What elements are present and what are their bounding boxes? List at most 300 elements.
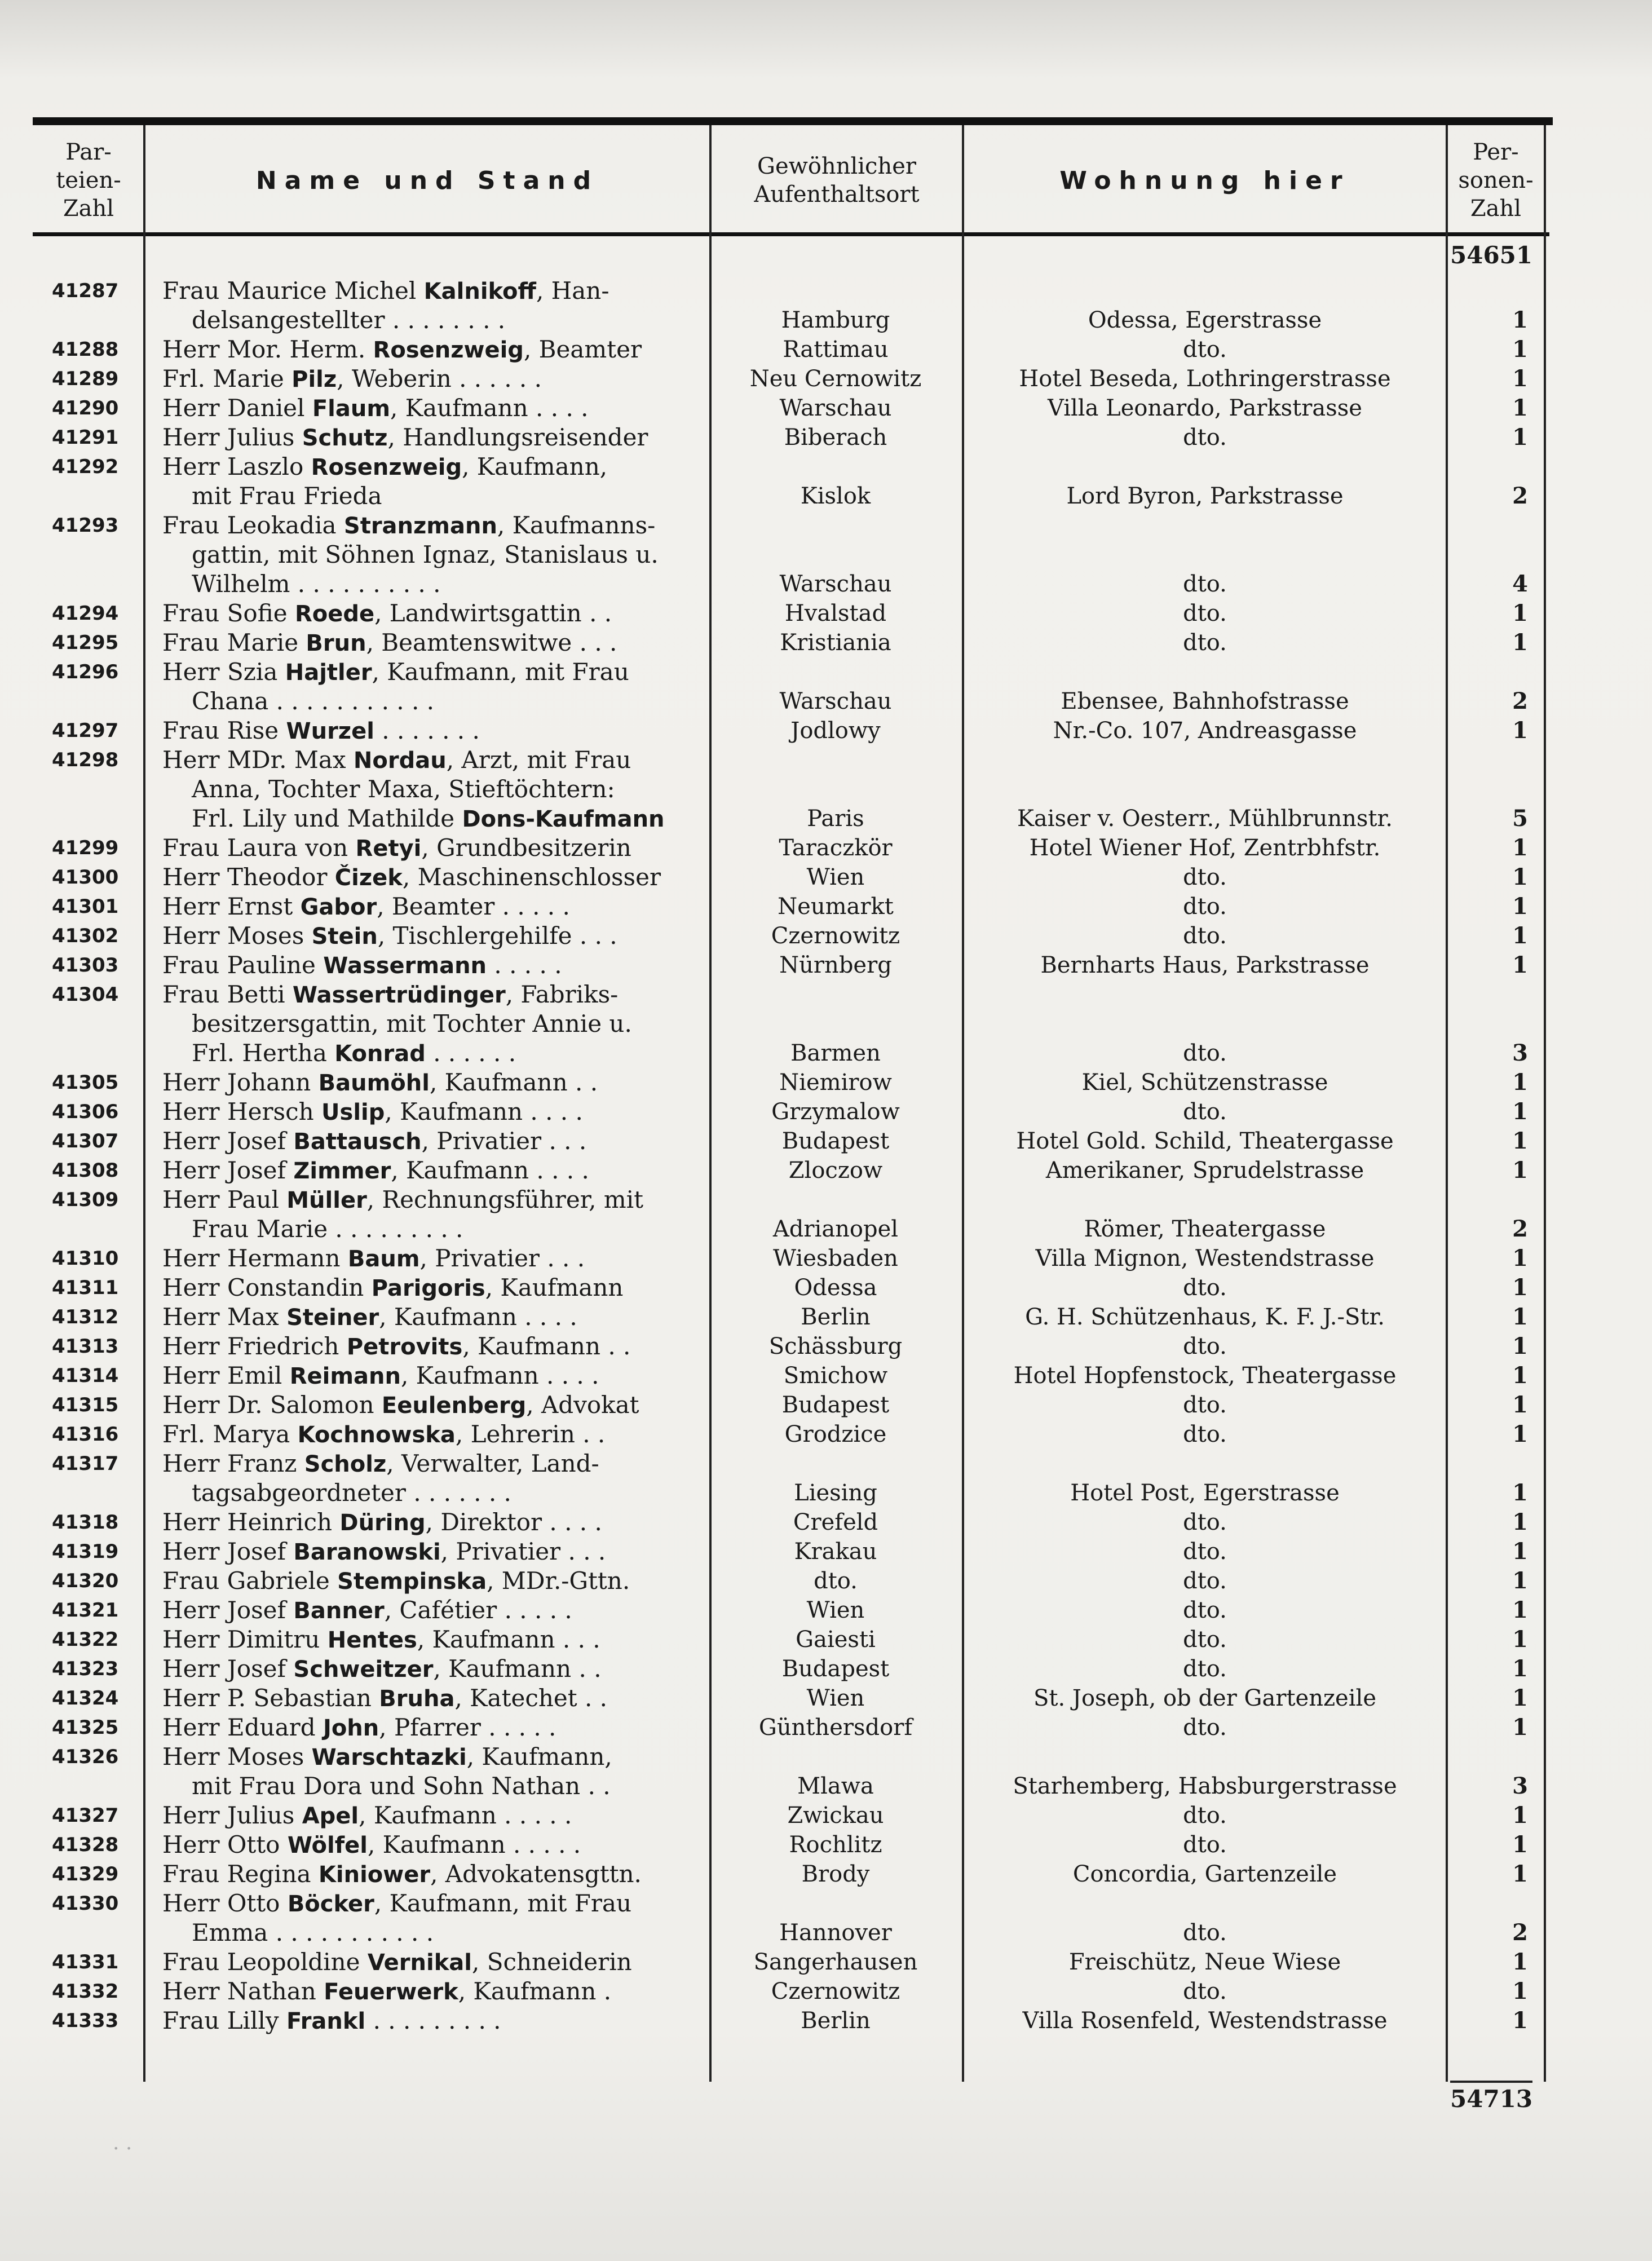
surname: Vernikal [367,1950,472,1976]
header-text: sonen- [1458,167,1534,193]
name-text: , Kaufmann . . . . [391,1156,589,1184]
name-text: Herr Johann [162,1068,319,1096]
person-count: 1 [1512,1685,1528,1711]
usual-residence: Berlin [801,2008,871,2034]
name-line [162,1977,704,2007]
name-line [162,1302,704,1332]
party-number: 41314 [52,1364,119,1387]
usual-residence: Gaiesti [796,1627,876,1653]
surname: Flaum [312,396,391,422]
name-text: delsangestellter . . . . . . . . [192,306,506,334]
name-line [162,1097,704,1127]
table-row [0,1068,1652,1097]
name-text: Herr Julius [162,1801,302,1829]
table-row [0,951,1652,980]
lodging-here: dto. [1183,1040,1227,1066]
name-text: Herr Constandin [162,1274,372,1301]
surname: Müller [286,1187,367,1213]
name-line [162,1449,704,1479]
lodging-here: Amerikaner, Sprudelstrasse [1045,1158,1364,1184]
name-text: Herr Laszlo [162,453,311,480]
name-text: Herr Emil [162,1362,290,1389]
name-line [192,1009,733,1039]
table-row [0,1742,1652,1801]
surname: Kochnowska [297,1422,456,1448]
table-row [0,394,1652,423]
name-text: , Landwirtsgattin . . [374,599,612,627]
carry-in-total: 54651 [1450,241,1533,269]
name-text: Frl. Marya [162,1420,298,1448]
usual-residence: Czernowitz [771,1979,900,2004]
name-text: , Beamter . . . . . [377,893,570,920]
name-line [162,1390,704,1420]
usual-residence: Budapest [781,1128,890,1154]
surname: Apel [302,1803,359,1829]
name-text: Wilhelm . . . . . . . . . . [192,570,441,598]
usual-residence: Paris [807,806,864,832]
name-text: , Privatier . . . [440,1538,606,1565]
surname: Kiniower [318,1862,431,1888]
page-smudge: . . [113,2131,132,2154]
name-line [192,1772,733,1801]
name-line [192,804,733,834]
party-number: 41306 [52,1101,119,1123]
name-text: , Kaufmann . . . . [379,1303,577,1331]
lodging-here: dto. [1183,1392,1227,1418]
usual-residence: Warschau [779,395,892,421]
table-row [0,1654,1652,1684]
name-line [162,1566,704,1596]
table-row [0,1449,1652,1508]
surname: Schutz [302,425,388,451]
party-number: 41329 [52,1863,119,1885]
person-count: 1 [1512,1655,1528,1682]
table-row [0,1508,1652,1537]
party-number: 41326 [52,1746,119,1768]
table-row [0,1156,1652,1185]
person-count: 1 [1512,365,1528,392]
lodging-here: dto. [1183,1627,1227,1653]
party-number: 41319 [52,1540,119,1563]
lodging-here: Villa Rosenfeld, Westendstrasse [1022,2008,1388,2034]
name-text: Frau Lilly [162,2007,286,2034]
name-line [192,687,733,716]
party-number: 41317 [52,1452,119,1475]
name-text: , Kaufmann . . [462,1332,631,1360]
surname: Baum [347,1246,420,1272]
name-line [162,716,704,746]
person-count: 3 [1512,1773,1528,1799]
name-text: Frau Betti [162,981,293,1008]
table-row [0,1596,1652,1625]
lodging-here: Kiel, Schützenstrasse [1081,1070,1328,1096]
lodging-here: Lord Byron, Parkstrasse [1066,483,1344,509]
name-line [192,306,733,335]
name-line [162,1156,704,1186]
party-number: 41289 [52,368,119,390]
name-text: Herr Otto [162,1831,288,1858]
name-text: Herr Eduard [162,1714,323,1741]
lodging-here: dto. [1183,1421,1227,1447]
name-line [162,1127,704,1156]
name-line [162,1361,704,1391]
usual-residence: Schässburg [768,1333,903,1359]
usual-residence: Brody [801,1861,870,1887]
person-count: 2 [1512,1216,1528,1242]
name-line [192,1918,733,1948]
surname: Warschtazki [311,1745,467,1770]
usual-residence: Hamburg [781,307,890,333]
party-number: 41316 [52,1423,119,1446]
lodging-here: Hotel Post, Egerstrasse [1070,1480,1340,1506]
header-text: Per- [1473,139,1519,165]
lodging-here: dto. [1183,425,1227,451]
name-text: , Pfarrer . . . . . [379,1714,556,1741]
table-row [0,1977,1652,2006]
name-text: , Kaufmann . [458,1977,612,2005]
usual-residence: Sangerhausen [753,1949,918,1975]
name-text: , Advokat [526,1391,639,1419]
name-text: Frau Leokadia [162,511,344,539]
surname: Rosenzweig [311,454,462,480]
person-count: 1 [1512,1069,1528,1096]
name-text: Herr Mor. Herm. [162,335,373,363]
usual-residence: Wien [806,1597,865,1623]
lodging-here: dto. [1183,1539,1227,1565]
surname: Baranowski [293,1539,441,1565]
lodging-here: St. Joseph, ob der Gartenzeile [1033,1685,1376,1711]
party-number: 41296 [52,661,119,683]
name-text: Herr Otto [162,1889,288,1917]
usual-residence: Budapest [781,1392,890,1418]
surname: Petrovits [346,1334,463,1360]
party-number: 41304 [52,983,119,1006]
lodging-here: dto. [1183,600,1227,626]
name-text: mit Frau Frieda [192,482,382,510]
person-count: 1 [1512,1567,1528,1594]
name-text: . . . . . . . [374,717,480,744]
name-line [162,1332,704,1362]
surname: Zimmer [293,1158,391,1184]
person-count: 1 [1512,307,1528,333]
usual-residence: Czernowitz [771,923,900,949]
name-text: Frau Rise [162,717,286,744]
name-line [192,1039,733,1068]
person-count: 1 [1512,1304,1528,1330]
name-text: Herr Max [162,1303,287,1331]
name-text: Frau Gabriele [162,1567,338,1595]
lodging-here: Ebensee, Bahnhofstrasse [1061,688,1349,714]
usual-residence: Neu Cernowitz [749,366,922,392]
name-line [162,1596,704,1626]
lodging-here: dto. [1183,1509,1227,1535]
person-count: 1 [1512,1626,1528,1653]
table-row [0,1244,1652,1273]
header-text: Par- [65,139,112,165]
person-count: 1 [1512,600,1528,626]
name-text: , Fabriks- [505,981,619,1008]
name-line [162,452,704,482]
table-row [0,745,1652,833]
person-count: 1 [1512,1421,1528,1447]
lodging-here: Starhemberg, Habsburgerstrasse [1013,1773,1397,1799]
party-number: 41311 [52,1277,119,1299]
name-line [162,1420,704,1450]
header-text: Gewöhnlicher [757,153,916,179]
lodging-here: Freischütz, Neue Wiese [1068,1949,1341,1975]
name-text: Herr Szia [162,658,285,686]
name-text: , Privatier . . . [421,1127,587,1155]
name-text: Herr MDr. Max [162,746,354,774]
table-row [0,2006,1652,2035]
table-row [0,1420,1652,1449]
lodging-here: Bernharts Haus, Parkstrasse [1040,952,1370,978]
name-line [162,745,704,775]
surname: Pilz [291,366,337,392]
name-line [192,1215,733,1244]
table-row [0,1361,1652,1390]
name-text: , Lehrerin . . [455,1420,606,1448]
person-count: 1 [1512,629,1528,656]
usual-residence: Berlin [801,1304,871,1330]
lodging-here: dto. [1183,864,1227,890]
name-text: , Beamtenswitwe . . . [366,629,617,656]
header-text: Aufenthaltsort [754,182,920,207]
surname: Uslip [321,1099,385,1125]
surname: Eeulenberg [381,1393,527,1419]
name-line [162,628,704,658]
name-line [162,1830,704,1860]
person-count: 1 [1512,1098,1528,1125]
surname: Hentes [327,1627,417,1653]
party-number: 41290 [52,397,119,419]
usual-residence: Nürnberg [779,952,892,978]
name-line [192,482,733,511]
surname: Steiner [286,1305,379,1331]
table-row [0,1889,1652,1948]
name-line [162,863,704,893]
surname: Čizek [334,865,403,891]
lodging-here: dto. [1183,1803,1227,1829]
name-text: , Kaufmann . . . . [385,1098,583,1125]
person-count: 1 [1512,1480,1528,1506]
name-line [162,599,704,629]
table-row [0,599,1652,628]
name-text: Herr P. Sebastian [162,1684,379,1712]
name-line [162,1537,704,1567]
person-count: 1 [1512,424,1528,451]
party-number: 41322 [52,1628,119,1651]
party-number: 41299 [52,837,119,859]
name-text: Herr Moses [162,1743,312,1770]
party-number: 41307 [52,1130,119,1152]
header-text: Name und Stand [255,166,599,195]
usual-residence: Niemirow [779,1070,892,1096]
lodging-here: Römer, Theatergasse [1084,1216,1326,1242]
name-text: Herr Josef [162,1596,294,1624]
name-text: , Direktor . . . . [425,1508,602,1536]
surname: Wassermann [323,953,487,979]
name-line [162,1244,704,1274]
name-line [162,1801,704,1831]
name-text: , Han- [536,277,609,304]
table-row [0,1684,1652,1713]
usual-residence: Grodzice [784,1421,887,1447]
party-number: 41303 [52,954,119,977]
surname: Parigoris [371,1275,485,1301]
name-text: Frau Regina [162,1860,319,1888]
party-number: 41313 [52,1335,119,1358]
party-number: 41295 [52,632,119,654]
party-number: 41308 [52,1159,119,1182]
party-number: 41331 [52,1951,119,1973]
person-count: 1 [1512,717,1528,744]
name-line [162,1654,704,1684]
name-text: Herr Franz [162,1450,304,1477]
name-text: Herr Ernst [162,893,301,920]
name-text: , Cafétier . . . . . [384,1596,572,1624]
party-number: 41292 [52,456,119,478]
lodging-here: Concordia, Gartenzeile [1072,1861,1337,1887]
person-count: 1 [1512,864,1528,890]
table-row [0,1185,1652,1244]
lodging-here: dto. [1183,894,1227,920]
name-text: , Kaufmann . . . . [390,394,589,422]
usual-residence: Zwickau [787,1803,884,1829]
table-row [0,1713,1652,1742]
name-line [162,657,704,687]
name-text: , Kaufmann, mit Frau [374,1889,632,1917]
name-line [162,892,704,922]
top-rule [33,117,1553,125]
usual-residence: Jodlowy [790,718,881,744]
name-text: Herr Josef [162,1655,294,1682]
header-usual-residence [712,130,962,231]
table-row [0,423,1652,452]
person-count: 1 [1512,1597,1528,1623]
person-count: 4 [1512,571,1528,597]
name-text: Herr Friedrich [162,1332,347,1360]
name-line [162,1713,704,1743]
surname: Rosenzweig [373,337,524,363]
party-number: 41297 [52,719,119,742]
party-number: 41310 [52,1247,119,1270]
name-line [162,921,704,951]
table-row [0,892,1652,921]
name-text: Frau Marie . . . . . . . . . [192,1215,463,1243]
header-text: Zahl [1470,196,1522,222]
name-line [192,1478,733,1508]
usual-residence: Smichow [783,1363,888,1389]
name-line [162,1273,704,1303]
table-row [0,1332,1652,1361]
table-row [0,276,1652,335]
party-number: 41294 [52,602,119,625]
table-row [0,364,1652,394]
name-text: , MDr.-Gttn. [487,1567,630,1595]
name-text: , Schneiderin [472,1948,632,1976]
name-text: Frl. Hertha [192,1039,335,1067]
surname: Wassertrüdinger [292,982,506,1008]
name-text: , Kaufmann, mit Frau [372,658,629,686]
surname: Battausch [293,1129,422,1155]
name-text: Frau Leopoldine [162,1948,368,1976]
name-text: , Kaufmann . . [429,1068,598,1096]
name-text: , Verwalter, Land- [386,1450,599,1477]
lodging-here: G. H. Schützenhaus, K. F. J.-Str. [1025,1304,1385,1330]
table-row [0,716,1652,745]
table-row [0,1625,1652,1654]
lodging-here: dto. [1183,923,1227,949]
table-row [0,1273,1652,1302]
lodging-here: Kaiser v. Oesterr., Mühlbrunnstr. [1017,806,1393,832]
person-count: 1 [1512,1831,1528,1858]
name-line [162,1948,704,1977]
table-row [0,511,1652,599]
person-count: 1 [1512,922,1528,949]
name-text: , Advokatensgttn. [430,1860,642,1888]
name-line [162,335,704,365]
surname: Böcker [287,1891,374,1917]
table-row [0,1830,1652,1860]
person-count: 1 [1512,1333,1528,1359]
surname: Düring [339,1510,426,1536]
lodging-here: dto. [1183,1832,1227,1858]
name-text: , Kaufmann . . . [417,1626,600,1653]
usual-residence: Biberach [784,425,887,451]
party-number: 41328 [52,1834,119,1856]
usual-residence: Warschau [779,688,892,714]
usual-residence: Krakau [794,1539,877,1565]
name-text: Herr Heinrich [162,1508,340,1536]
name-line [162,394,704,423]
person-count: 3 [1512,1040,1528,1066]
name-line [162,1068,704,1098]
name-text: , Weberin . . . . . . [337,365,542,392]
person-count: 1 [1512,893,1528,920]
usual-residence: Adrianopel [772,1216,899,1242]
person-count: 1 [1512,1362,1528,1389]
table-row [0,628,1652,657]
name-line [162,423,704,453]
table-row [0,657,1652,716]
table-row [0,980,1652,1068]
surname: Wölfel [287,1832,368,1858]
person-count: 1 [1512,395,1528,421]
surname: Roede [294,601,375,627]
name-text: Herr Hersch [162,1098,322,1125]
party-number: 41302 [52,925,119,947]
lodging-here: dto. [1183,571,1227,597]
surname: Konrad [334,1041,426,1067]
name-line [192,540,733,569]
usual-residence: Liesing [794,1480,877,1506]
name-text: . . . . . . . . . [365,2007,501,2034]
table-row [0,335,1652,364]
name-text: Herr Moses [162,922,312,950]
person-count: 1 [1512,2007,1528,2034]
carry-out-total: 54713 [1450,2081,1532,2113]
name-text: Herr Theodor [162,863,335,891]
table-row [0,1127,1652,1156]
lodging-here: Villa Leonardo, Parkstrasse [1048,395,1362,421]
lodging-here: Hotel Gold. Schild, Theatergasse [1016,1128,1394,1154]
party-number: 41291 [52,426,119,449]
name-text: , Kaufmann . . . . . [367,1831,581,1858]
party-number: 41305 [52,1071,119,1094]
surname: Gabor [300,894,377,920]
name-text: Frau Maurice Michel [162,277,424,304]
